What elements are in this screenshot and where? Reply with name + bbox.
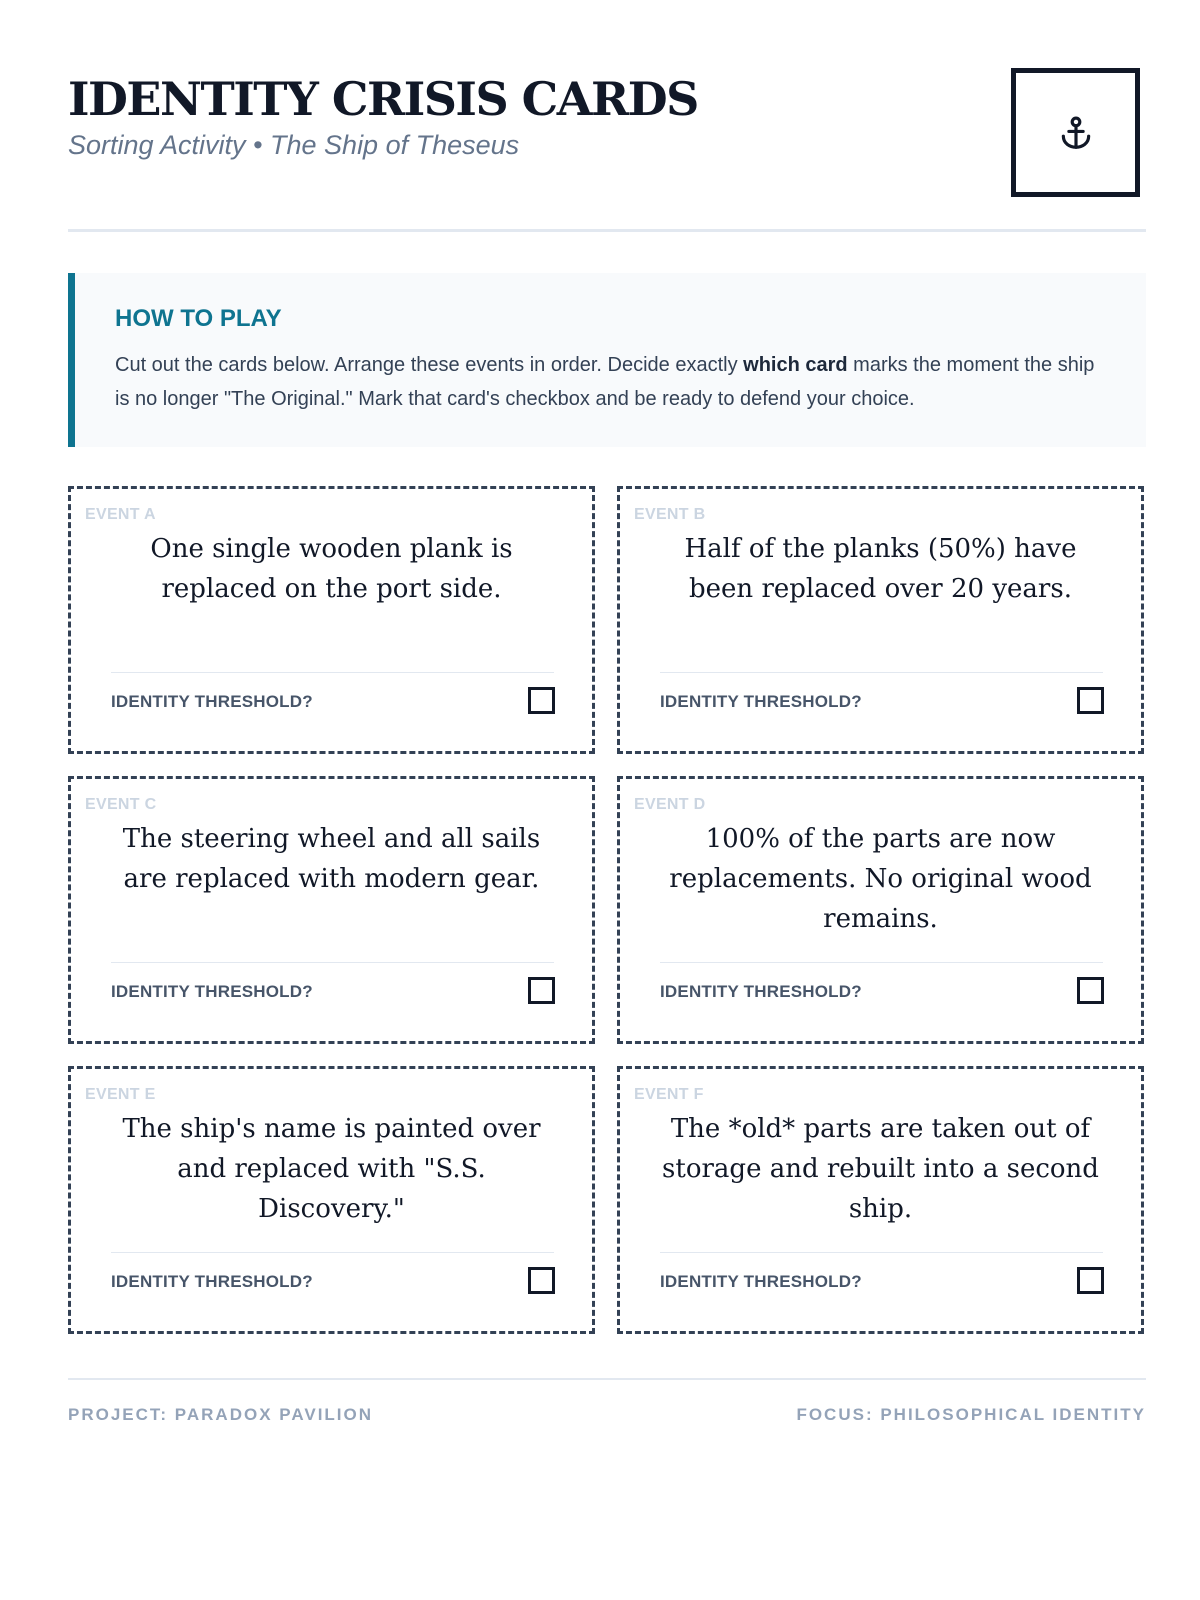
logo-box — [1011, 68, 1140, 197]
threshold-label: IDENTITY THRESHOLD? — [660, 1272, 862, 1291]
footer-divider — [68, 1378, 1146, 1380]
card-text: The *old* parts are taken out of storage and rebuilt into a second ship. — [662, 1114, 1099, 1224]
threshold-checkbox[interactable] — [1077, 977, 1104, 1004]
instructions-title: HOW TO PLAY — [115, 305, 282, 332]
card-text: One single wooden plank is replaced on the port side. — [150, 534, 513, 604]
card-divider — [660, 1252, 1103, 1253]
instructions-text — [115, 349, 1095, 416]
threshold-label: IDENTITY THRESHOLD? — [111, 1272, 313, 1291]
event-card[interactable] — [68, 486, 595, 754]
threshold-checkbox[interactable] — [528, 1267, 555, 1294]
card-text: The ship's name is painted over and replaced with "S.S. Discovery." — [122, 1114, 541, 1224]
card-label: EVENT E — [85, 1086, 156, 1103]
instructions-text-start: Cut out the cards below. Arrange these events in order. Decide exactly — [115, 354, 744, 376]
instructions-text-end: marks the moment the ship is no longer "The Original." Mark that card's checkbox and be ready to defend your choice. — [115, 354, 1095, 410]
card-divider — [660, 962, 1103, 963]
threshold-checkbox[interactable] — [528, 687, 555, 714]
anchor-icon — [1057, 114, 1095, 152]
threshold-label: IDENTITY THRESHOLD? — [111, 982, 313, 1001]
card-label: EVENT A — [85, 506, 156, 523]
event-card[interactable] — [617, 486, 1144, 754]
threshold-checkbox[interactable] — [1077, 687, 1104, 714]
footer-project: PROJECT: PARADOX PAVILION — [68, 1405, 374, 1424]
card-divider — [111, 672, 554, 673]
card-label: EVENT F — [634, 1086, 704, 1103]
footer-focus: FOCUS: PHILOSOPHICAL IDENTITY — [796, 1405, 1146, 1424]
threshold-label: IDENTITY THRESHOLD? — [660, 982, 862, 1001]
page-title: IDENTITY CRISIS CARDS — [68, 72, 698, 126]
threshold-checkbox[interactable] — [1077, 1267, 1104, 1294]
card-text: Half of the planks (50%) have been replaced over 20 years. — [684, 534, 1077, 604]
card-label: EVENT C — [85, 796, 157, 813]
page-header — [68, 68, 1146, 233]
event-card[interactable] — [617, 1066, 1144, 1334]
header-divider — [68, 229, 1146, 232]
threshold-label: IDENTITY THRESHOLD? — [111, 692, 313, 711]
threshold-checkbox[interactable] — [528, 977, 555, 1004]
card-divider — [111, 1252, 554, 1253]
card-divider — [660, 672, 1103, 673]
instructions-text-emphasis: which card — [743, 354, 848, 376]
instructions-panel — [68, 273, 1146, 447]
event-card[interactable] — [617, 776, 1144, 1044]
event-card[interactable] — [68, 1066, 595, 1334]
event-card[interactable] — [68, 776, 595, 1044]
card-label: EVENT B — [634, 506, 706, 523]
card-divider — [111, 962, 554, 963]
page-subtitle: Sorting Activity • The Ship of Theseus — [68, 130, 520, 160]
card-label: EVENT D — [634, 796, 706, 813]
threshold-label: IDENTITY THRESHOLD? — [660, 692, 862, 711]
card-text: 100% of the parts are now replacements. No original wood remains. — [669, 824, 1092, 934]
card-text: The steering wheel and all sails are replaced with modern gear. — [122, 824, 541, 894]
